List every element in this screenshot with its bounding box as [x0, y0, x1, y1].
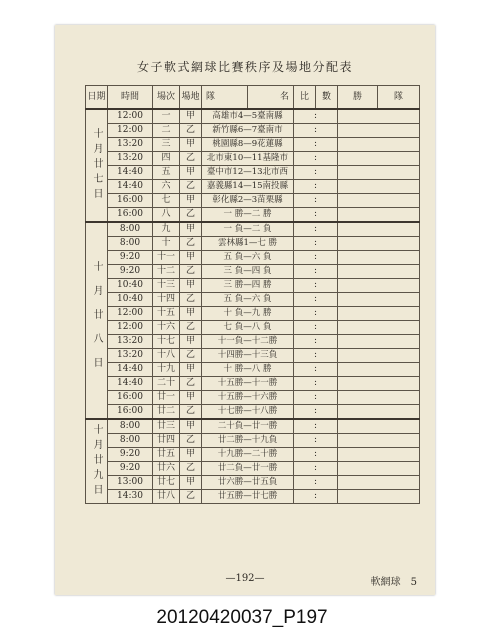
- time-cell: 13:20: [108, 152, 153, 166]
- winner-cell: [338, 307, 420, 321]
- score-cell: :: [294, 138, 338, 152]
- match-cell: 七: [153, 194, 180, 208]
- header-team: 隊: [202, 86, 248, 110]
- teams-cell: 三 勝—四 勝: [202, 279, 294, 293]
- time-cell: 12:00: [108, 124, 153, 138]
- court-cell: 乙: [180, 349, 202, 363]
- score-cell: :: [294, 265, 338, 279]
- table-row: [86, 194, 420, 208]
- teams-cell: 新竹縣6—7臺南市: [202, 124, 294, 138]
- score-cell: :: [294, 391, 338, 405]
- time-cell: 14:30: [108, 490, 153, 504]
- time-cell: 9:20: [108, 462, 153, 476]
- page-number: —192—: [225, 573, 265, 584]
- score-cell: :: [294, 293, 338, 307]
- table-header-row: [86, 86, 420, 110]
- match-cell: 廿七: [153, 476, 180, 490]
- match-cell: 十九: [153, 363, 180, 377]
- table-row: [86, 222, 420, 237]
- time-cell: 12:00: [108, 109, 153, 124]
- date-cell: 十月廿七日: [86, 109, 108, 222]
- score-cell: :: [294, 166, 338, 180]
- time-cell: 14:40: [108, 180, 153, 194]
- winner-cell: [338, 109, 420, 124]
- section-label: 軟網球 5: [370, 577, 417, 588]
- court-cell: 甲: [180, 335, 202, 349]
- date-cell: 十月廿九日: [86, 419, 108, 504]
- court-cell: 乙: [180, 208, 202, 223]
- date-cell: 十月廿八日: [86, 222, 108, 419]
- score-cell: :: [294, 405, 338, 420]
- page-title: 女子軟式網球比賽秩序及場地分配表: [136, 60, 353, 74]
- match-cell: 十一: [153, 251, 180, 265]
- match-cell: 九: [153, 222, 180, 237]
- winner-cell: [338, 391, 420, 405]
- teams-cell: 臺中市12—13北市西: [202, 166, 294, 180]
- teams-cell: 彰化縣2—3苗栗縣: [202, 194, 294, 208]
- court-cell: 甲: [180, 222, 202, 237]
- time-cell: 12:00: [108, 307, 153, 321]
- table-row: [86, 377, 420, 391]
- teams-cell: 十九勝—二十勝: [202, 448, 294, 462]
- score-cell: :: [294, 208, 338, 223]
- winner-cell: [338, 194, 420, 208]
- winner-cell: [338, 166, 420, 180]
- time-cell: 16:00: [108, 391, 153, 405]
- table-row: [86, 335, 420, 349]
- teams-cell: 十四勝—十三負: [202, 349, 294, 363]
- winner-cell: [338, 237, 420, 251]
- match-cell: 一: [153, 109, 180, 124]
- table-row: [86, 490, 420, 504]
- score-cell: :: [294, 377, 338, 391]
- court-cell: 甲: [180, 138, 202, 152]
- court-cell: 甲: [180, 448, 202, 462]
- match-cell: 二十: [153, 377, 180, 391]
- time-cell: 10:40: [108, 293, 153, 307]
- table-row: [86, 251, 420, 265]
- match-cell: 廿五: [153, 448, 180, 462]
- teams-cell: 十 負—九 勝: [202, 307, 294, 321]
- header-court: 場地: [180, 86, 202, 110]
- winner-cell: [338, 363, 420, 377]
- winner-cell: [338, 462, 420, 476]
- court-cell: 甲: [180, 194, 202, 208]
- time-cell: 14:40: [108, 377, 153, 391]
- teams-cell: 廿五勝—廿七勝: [202, 490, 294, 504]
- winner-cell: [338, 222, 420, 237]
- court-cell: 乙: [180, 405, 202, 420]
- court-cell: 乙: [180, 321, 202, 335]
- header-score-1: 比: [294, 86, 316, 110]
- score-cell: :: [294, 307, 338, 321]
- image-caption: 20120420037_P197: [156, 607, 328, 628]
- table-row: [86, 265, 420, 279]
- header-time: 時間: [108, 86, 153, 110]
- court-cell: 甲: [180, 391, 202, 405]
- time-cell: 9:20: [108, 251, 153, 265]
- time-cell: 12:00: [108, 321, 153, 335]
- table-row: [86, 462, 420, 476]
- winner-cell: [338, 349, 420, 363]
- teams-cell: 五 負—六 負: [202, 251, 294, 265]
- score-cell: :: [294, 279, 338, 293]
- winner-cell: [338, 279, 420, 293]
- match-cell: 十: [153, 237, 180, 251]
- time-cell: 8:00: [108, 419, 153, 434]
- table-row: [86, 363, 420, 377]
- table-row: [86, 237, 420, 251]
- winner-cell: [338, 419, 420, 434]
- winner-cell: [338, 377, 420, 391]
- table-row: [86, 349, 420, 363]
- table-row: [86, 405, 420, 420]
- table-row: [86, 109, 420, 124]
- time-cell: 14:40: [108, 363, 153, 377]
- time-cell: 13:20: [108, 349, 153, 363]
- header-date: 日期: [86, 86, 108, 110]
- winner-cell: [338, 208, 420, 223]
- court-cell: 乙: [180, 152, 202, 166]
- header-winner-1: 勝: [338, 86, 378, 110]
- court-cell: 甲: [180, 166, 202, 180]
- score-cell: :: [294, 363, 338, 377]
- table-row: [86, 476, 420, 490]
- match-cell: 十八: [153, 349, 180, 363]
- winner-cell: [338, 335, 420, 349]
- header-winner-2: 隊: [378, 86, 420, 110]
- winner-cell: [338, 293, 420, 307]
- teams-cell: 三 負—四 負: [202, 265, 294, 279]
- score-cell: :: [294, 462, 338, 476]
- court-cell: 甲: [180, 251, 202, 265]
- winner-cell: [338, 405, 420, 420]
- winner-cell: [338, 180, 420, 194]
- match-cell: 廿三: [153, 419, 180, 434]
- time-cell: 8:00: [108, 434, 153, 448]
- score-cell: :: [294, 251, 338, 265]
- match-cell: 十六: [153, 321, 180, 335]
- table-row: [86, 166, 420, 180]
- winner-cell: [338, 490, 420, 504]
- teams-cell: 十七勝—十八勝: [202, 405, 294, 420]
- table-row: [86, 124, 420, 138]
- table-row: [86, 138, 420, 152]
- teams-cell: 廿二勝—十九負: [202, 434, 294, 448]
- score-cell: :: [294, 321, 338, 335]
- teams-cell: 七 負—八 負: [202, 321, 294, 335]
- court-cell: 甲: [180, 419, 202, 434]
- teams-cell: 桃園縣8—9花蓮縣: [202, 138, 294, 152]
- score-cell: :: [294, 222, 338, 237]
- teams-cell: 十一負—十二勝: [202, 335, 294, 349]
- score-cell: :: [294, 180, 338, 194]
- time-cell: 16:00: [108, 405, 153, 420]
- score-cell: :: [294, 194, 338, 208]
- time-cell: 9:20: [108, 265, 153, 279]
- teams-cell: 雲林縣1—七 勝: [202, 237, 294, 251]
- teams-cell: 北市東10—11基隆市: [202, 152, 294, 166]
- winner-cell: [338, 138, 420, 152]
- schedule-table: [85, 85, 420, 504]
- match-cell: 廿一: [153, 391, 180, 405]
- court-cell: 乙: [180, 265, 202, 279]
- score-cell: :: [294, 109, 338, 124]
- time-cell: 8:00: [108, 222, 153, 237]
- winner-cell: [338, 434, 420, 448]
- teams-cell: 一 勝—二 勝: [202, 208, 294, 223]
- match-cell: 廿四: [153, 434, 180, 448]
- court-cell: 甲: [180, 476, 202, 490]
- time-cell: 16:00: [108, 208, 153, 223]
- court-cell: 甲: [180, 109, 202, 124]
- court-cell: 乙: [180, 237, 202, 251]
- winner-cell: [338, 448, 420, 462]
- time-cell: 8:00: [108, 237, 153, 251]
- court-cell: 乙: [180, 377, 202, 391]
- table-row: [86, 152, 420, 166]
- score-cell: :: [294, 237, 338, 251]
- teams-cell: 一 負—二 負: [202, 222, 294, 237]
- score-cell: :: [294, 349, 338, 363]
- court-cell: 乙: [180, 293, 202, 307]
- score-cell: :: [294, 490, 338, 504]
- court-cell: 乙: [180, 462, 202, 476]
- teams-cell: 二十負—廿一勝: [202, 419, 294, 434]
- time-cell: 10:40: [108, 279, 153, 293]
- match-cell: 十五: [153, 307, 180, 321]
- winner-cell: [338, 124, 420, 138]
- score-cell: :: [294, 335, 338, 349]
- table-row: [86, 279, 420, 293]
- match-cell: 十三: [153, 279, 180, 293]
- court-cell: 乙: [180, 434, 202, 448]
- time-cell: 9:20: [108, 448, 153, 462]
- time-cell: 13:20: [108, 138, 153, 152]
- document-page: [55, 25, 435, 595]
- court-cell: 甲: [180, 279, 202, 293]
- table-row: [86, 208, 420, 223]
- court-cell: 甲: [180, 363, 202, 377]
- winner-cell: [338, 476, 420, 490]
- table-row: [86, 391, 420, 405]
- score-cell: :: [294, 419, 338, 434]
- match-cell: 十二: [153, 265, 180, 279]
- match-cell: 廿六: [153, 462, 180, 476]
- time-cell: 13:20: [108, 335, 153, 349]
- teams-cell: 十 勝—八 勝: [202, 363, 294, 377]
- match-cell: 三: [153, 138, 180, 152]
- time-cell: 14:40: [108, 166, 153, 180]
- teams-cell: 十五勝—十一勝: [202, 377, 294, 391]
- header-score-2: 數: [316, 86, 338, 110]
- match-cell: 六: [153, 180, 180, 194]
- court-cell: 甲: [180, 307, 202, 321]
- score-cell: :: [294, 448, 338, 462]
- score-cell: :: [294, 476, 338, 490]
- score-cell: :: [294, 124, 338, 138]
- table-row: [86, 293, 420, 307]
- match-cell: 五: [153, 166, 180, 180]
- teams-cell: 十五勝—十六勝: [202, 391, 294, 405]
- header-match: 場次: [153, 86, 180, 110]
- match-cell: 八: [153, 208, 180, 223]
- match-cell: 四: [153, 152, 180, 166]
- teams-cell: 高雄市4—5臺南縣: [202, 109, 294, 124]
- table-row: [86, 448, 420, 462]
- score-cell: :: [294, 152, 338, 166]
- teams-cell: 廿六勝—廿五負: [202, 476, 294, 490]
- time-cell: 16:00: [108, 194, 153, 208]
- court-cell: 乙: [180, 180, 202, 194]
- court-cell: 乙: [180, 490, 202, 504]
- teams-cell: 廿二負—廿一勝: [202, 462, 294, 476]
- table-row: [86, 419, 420, 434]
- table-row: [86, 434, 420, 448]
- match-cell: 十四: [153, 293, 180, 307]
- winner-cell: [338, 152, 420, 166]
- match-cell: 廿二: [153, 405, 180, 420]
- schedule-body: [86, 109, 420, 504]
- time-cell: 13:00: [108, 476, 153, 490]
- match-cell: 二: [153, 124, 180, 138]
- winner-cell: [338, 265, 420, 279]
- header-name: 名: [248, 86, 294, 110]
- table-row: [86, 307, 420, 321]
- court-cell: 乙: [180, 124, 202, 138]
- table-row: [86, 321, 420, 335]
- teams-cell: 五 負—六 負: [202, 293, 294, 307]
- match-cell: 十七: [153, 335, 180, 349]
- table-row: [86, 180, 420, 194]
- teams-cell: 嘉義縣14—15南投縣: [202, 180, 294, 194]
- score-cell: :: [294, 434, 338, 448]
- winner-cell: [338, 321, 420, 335]
- winner-cell: [338, 251, 420, 265]
- match-cell: 廿八: [153, 490, 180, 504]
